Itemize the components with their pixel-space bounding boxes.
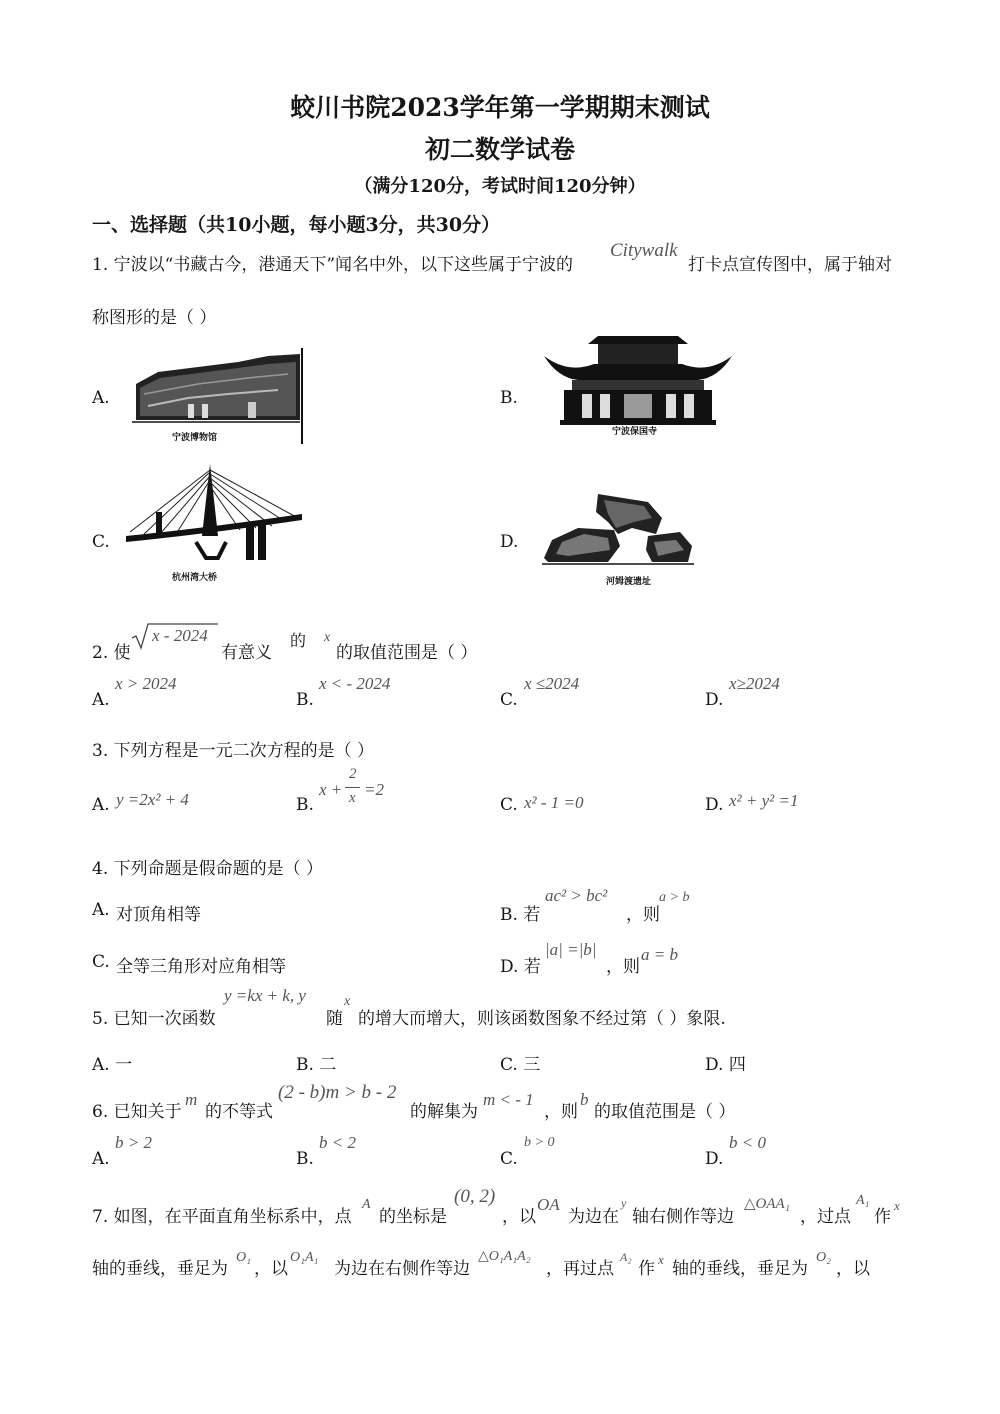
q7-math-5: △OAA₁ [744,1196,790,1212]
bridge-figure [126,462,302,570]
q7-math-3: OA [537,1195,560,1214]
q1-option-c-label: C. [92,532,110,552]
museum-figure [128,346,308,446]
q5-stem-math: y =kx + k, y [224,986,306,1005]
q4-option-b-math1: ac² > bc² [545,886,608,905]
q2-radicand: x - 2024 [152,626,208,645]
q3-option-c-math: x² - 1 =0 [524,793,584,812]
q1-stem-post: 打卡点宣传图中，属于轴对 [688,255,892,275]
q5-option-c: C. 三 [500,1055,541,1075]
q7-text-1: 7. 如图，在平面直角坐标系中，点 [92,1207,352,1227]
q3-option-b-math-post: =2 [364,780,384,799]
q2-option-a-label: A. [92,690,110,710]
q7-line2-math-5: x [658,1252,664,1267]
q6-stem-math2: m < - 1 [483,1090,534,1109]
museum-caption: 宁波博物馆 [172,433,218,443]
q7-line2-text-7: ，以 [836,1259,870,1279]
q2-option-b-math: x < - 2024 [319,674,391,693]
q7-text-3: ，以 [502,1207,536,1227]
q4-option-c-text: 全等三角形对应角相等 [116,957,286,977]
q2-stem-mid: 有意义 [221,643,272,663]
q3-option-b-math-pre: x + [319,780,343,799]
bridge-caption: 杭州湾大桥 [172,573,218,583]
q3-option-c-label: C. [500,795,518,815]
q6-stem-pre: 6. 已知关于 [92,1102,182,1122]
q6-option-c-label: C. [500,1149,518,1169]
q5-stem-post: 的增大而增大，则该函数图象不经过第（ ）象限. [358,1009,726,1029]
exam-note: （满分120分，考试时间120分钟） [354,176,646,197]
q3-option-a-label: A. [92,795,110,815]
q6-stem-var2: b [580,1090,589,1109]
q5-option-d: D. 四 [705,1055,746,1075]
q7-text-2: 的坐标是 [379,1207,447,1227]
q2-stem-post: 的取值范围是（ ） [336,643,478,663]
q7-line2-text-2: ，以 [254,1259,288,1279]
q1-stem-pre: 1. 宁波以“书藏古今，港通天下”闻名中外，以下这些属于宁波的 [92,255,574,275]
temple-figure [538,334,738,426]
q1-stem-line2: 称图形的是（ ） [92,308,217,328]
q7-text-6: ，过点 [800,1207,851,1227]
q7-line2-text-4: ，再过点 [546,1259,614,1279]
q2-option-b-label: B. [296,690,314,710]
q3-option-b-numerator: 2 [349,766,357,782]
q2-option-c-math: x ≤2024 [524,674,580,693]
q3-option-d-math: x² + y² =1 [729,791,799,810]
section-heading: 一、选择题（共10小题，每小题3分，共30分） [92,214,501,236]
q1-option-d-label: D. [500,532,519,552]
q4-option-c-label: C. [92,952,110,972]
q6-stem-mid2: 的解集为 [410,1102,478,1122]
q5-stem-pre: 5. 已知一次函数 [92,1009,216,1029]
q2-stem-var: x [324,630,331,645]
q2-stem-pre: 2. 使 [92,643,131,663]
q6-option-a-label: A. [92,1149,110,1169]
ruins-figure [538,488,698,568]
q7-line2-text-1: 轴的垂线，垂足为 [92,1259,228,1279]
q3-option-b-denominator: x [349,790,356,806]
q2-stem-de: 的 [290,631,307,650]
q6-stem-mid3: ，则 [544,1102,578,1122]
q7-math-2: (0, 2) [454,1186,496,1207]
q3-option-d-label: D. [705,795,724,815]
q6-option-a-math: b > 2 [115,1133,152,1152]
q4-option-b-mid: ，则 [626,905,660,925]
q3-option-b-fraction-bar [345,787,360,788]
q6-option-b-label: B. [296,1149,314,1169]
q3-stem: 3. 下列方程是一元二次方程的是（ ） [92,741,375,761]
q7-math-6: A₁ [856,1193,870,1208]
q5-option-b: B. 二 [296,1055,337,1075]
q6-option-d-math: b < 0 [729,1133,766,1152]
q3-option-b-label: B. [296,795,314,815]
q7-line2-text-6: 轴的垂线，垂足为 [672,1259,808,1279]
q1-option-a-label: A. [92,388,110,408]
q5-stem-var: x [344,994,351,1009]
q4-option-d-math1: |a| =|b| [545,940,597,959]
q6-option-c-math: b > 0 [524,1135,555,1150]
q4-option-a-label: A. [92,900,110,920]
q7-text-5: 轴右侧作等边 [632,1207,734,1227]
q1-stem-math: Citywalk [610,240,678,261]
q4-option-d-label: D. 若 [500,957,541,977]
q7-math-1: A [362,1197,371,1212]
q4-option-b-math2: a > b [659,890,690,905]
q2-option-c-label: C. [500,690,518,710]
q4-option-d-mid: ，则 [606,957,640,977]
q3-option-a-math: y =2x² + 4 [116,790,189,809]
q6-stem-math1: (2 - b)m > b - 2 [278,1082,397,1103]
q6-option-b-math: b < 2 [319,1133,356,1152]
q6-stem-var: m [185,1090,198,1109]
q7-math-4: y [621,1196,627,1210]
temple-caption: 宁波保国寺 [612,427,658,437]
q4-option-d-math2: a = b [641,945,678,964]
q7-line2-math-3: △O₁A₁A₂ [478,1249,531,1264]
q7-line2-math-6: O₂ [816,1250,831,1265]
q2-option-d-math: x≥2024 [729,674,780,693]
exam-subtitle: 初二数学试卷 [424,135,575,164]
q1-option-b-label: B. [500,388,518,408]
q7-text-4: 为边在 [568,1207,619,1227]
q2-option-d-label: D. [705,690,724,710]
q7-line2-text-3: 为边在右侧作等边 [334,1259,470,1279]
q7-text-7: 作 [874,1207,891,1227]
q4-stem: 4. 下列命题是假命题的是（ ） [92,859,324,879]
q6-stem-post: 的取值范围是（ ） [594,1102,736,1122]
q7-line2-text-5: 作 [638,1259,655,1279]
ruins-caption: 河姆渡遗址 [606,577,652,587]
exam-title: 蛟川书院2023学年第一学期期末测试 [290,93,710,122]
q7-line2-math-4: A₂ [620,1250,632,1264]
q5-stem-sui: 随 [326,1009,343,1029]
q4-option-a-text: 对顶角相等 [116,905,201,925]
q7-line2-math-2: O₁A₁ [290,1250,319,1265]
q6-option-d-label: D. [705,1149,724,1169]
q6-stem-mid1: 的不等式 [205,1102,273,1122]
q4-option-b-label: B. 若 [500,905,541,925]
q7-line2-math-1: O₁ [236,1250,251,1265]
q7-math-7: x [894,1198,900,1213]
q5-option-a: A. 一 [92,1055,133,1075]
q2-option-a-math: x > 2024 [115,674,177,693]
